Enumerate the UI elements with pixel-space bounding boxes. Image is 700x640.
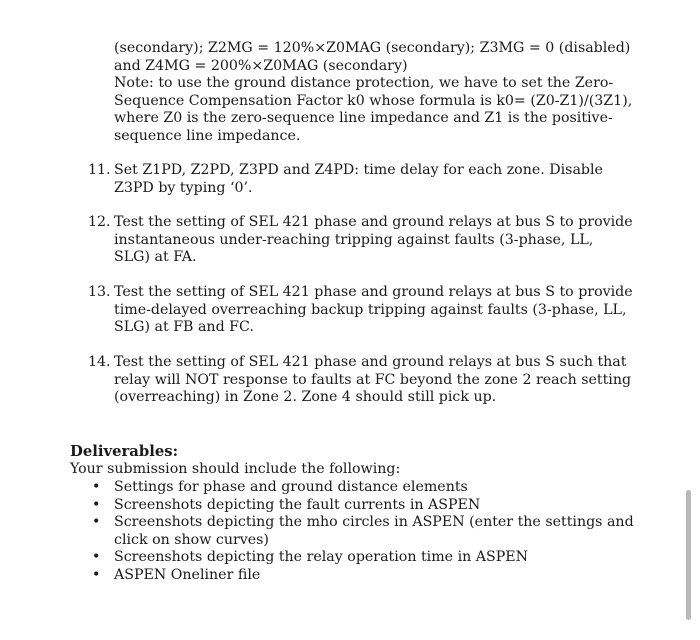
item-line: Set Z1PD, Z2PD, Z3PD and Z4PD: time delay for each zone. Disable xyxy=(114,162,603,178)
bullet-line: Screenshots depicting the mho circles in ASPEN (enter the settings and xyxy=(114,514,634,530)
item-line: SLG) at FB and FC. xyxy=(114,319,254,335)
bullet-line: Screenshots depicting the relay operation time in ASPEN xyxy=(114,549,529,565)
intro-line: sequence line impedance. xyxy=(114,127,301,144)
item-line: time-delayed overreaching backup tripping against faults (3-phase, LL, xyxy=(114,301,627,318)
item-number: 13. xyxy=(88,284,111,300)
item-body xyxy=(114,162,603,197)
bullet-icon: • xyxy=(92,549,101,565)
item-line: Z3PD by typing ‘0’. xyxy=(114,179,253,196)
bullet-line: click on show curves) xyxy=(114,531,269,548)
bullet-line: Screenshots depicting the fault currents in ASPEN xyxy=(114,496,481,513)
list-item xyxy=(90,567,610,585)
list-item xyxy=(90,514,634,549)
bullet-icon: • xyxy=(92,496,101,513)
item-number: 12. xyxy=(88,214,111,230)
item-line: Test the setting of SEL 421 phase and ground relays at bus S to provide xyxy=(114,284,633,300)
item-number: 14. xyxy=(88,354,111,370)
intro-line: and Z4MG = 200%×Z0MAG (secondary) xyxy=(114,57,408,74)
item-body xyxy=(114,214,633,267)
bullet-icon: • xyxy=(92,479,101,495)
item-body xyxy=(114,284,633,337)
item-number: 11. xyxy=(88,162,111,178)
item-body xyxy=(114,354,632,407)
item-line: relay will NOT response to faults at FC beyond the zone 2 reach setting xyxy=(114,371,632,388)
item-line: Test the setting of SEL 421 phase and ground relays at bus S to provide xyxy=(114,214,633,230)
bullet-line: Settings for phase and ground distance elements xyxy=(114,479,468,495)
bullet-line: ASPEN Oneliner file xyxy=(114,566,261,583)
vertical-scrollbar[interactable] xyxy=(686,490,691,620)
list-item xyxy=(90,497,610,515)
list-item xyxy=(90,479,610,497)
list-item xyxy=(90,549,610,567)
item-line: Test the setting of SEL 421 phase and ground relays at bus S such that xyxy=(114,354,627,370)
bullet-icon: • xyxy=(92,566,101,583)
item-line: instantaneous under-reaching tripping against faults (3-phase, LL, xyxy=(114,231,594,248)
intro-line: Note: to use the ground distance protection, we have to set the Zero- xyxy=(114,75,614,91)
deliverables-list xyxy=(90,479,634,584)
item-line: SLG) at FA. xyxy=(114,249,197,265)
intro-paragraph xyxy=(114,40,633,145)
deliverables-heading: Deliverables: xyxy=(70,443,179,460)
item-line: (overreaching) in Zone 2. Zone 4 should still pick up. xyxy=(114,389,497,405)
bullet-icon: • xyxy=(92,514,101,530)
intro-line: (secondary); Z2MG = 120%×Z0MAG (secondary); Z3MG = 0 (disabled) xyxy=(114,40,631,56)
intro-line: where Z0 is the zero-sequence line impedance and Z1 is the positive- xyxy=(114,110,613,126)
deliverables-lead: Your submission should include the following: xyxy=(70,461,401,477)
intro-line: Sequence Compensation Factor k0 whose formula is k0= (Z0-Z1)/(3Z1), xyxy=(114,92,633,109)
